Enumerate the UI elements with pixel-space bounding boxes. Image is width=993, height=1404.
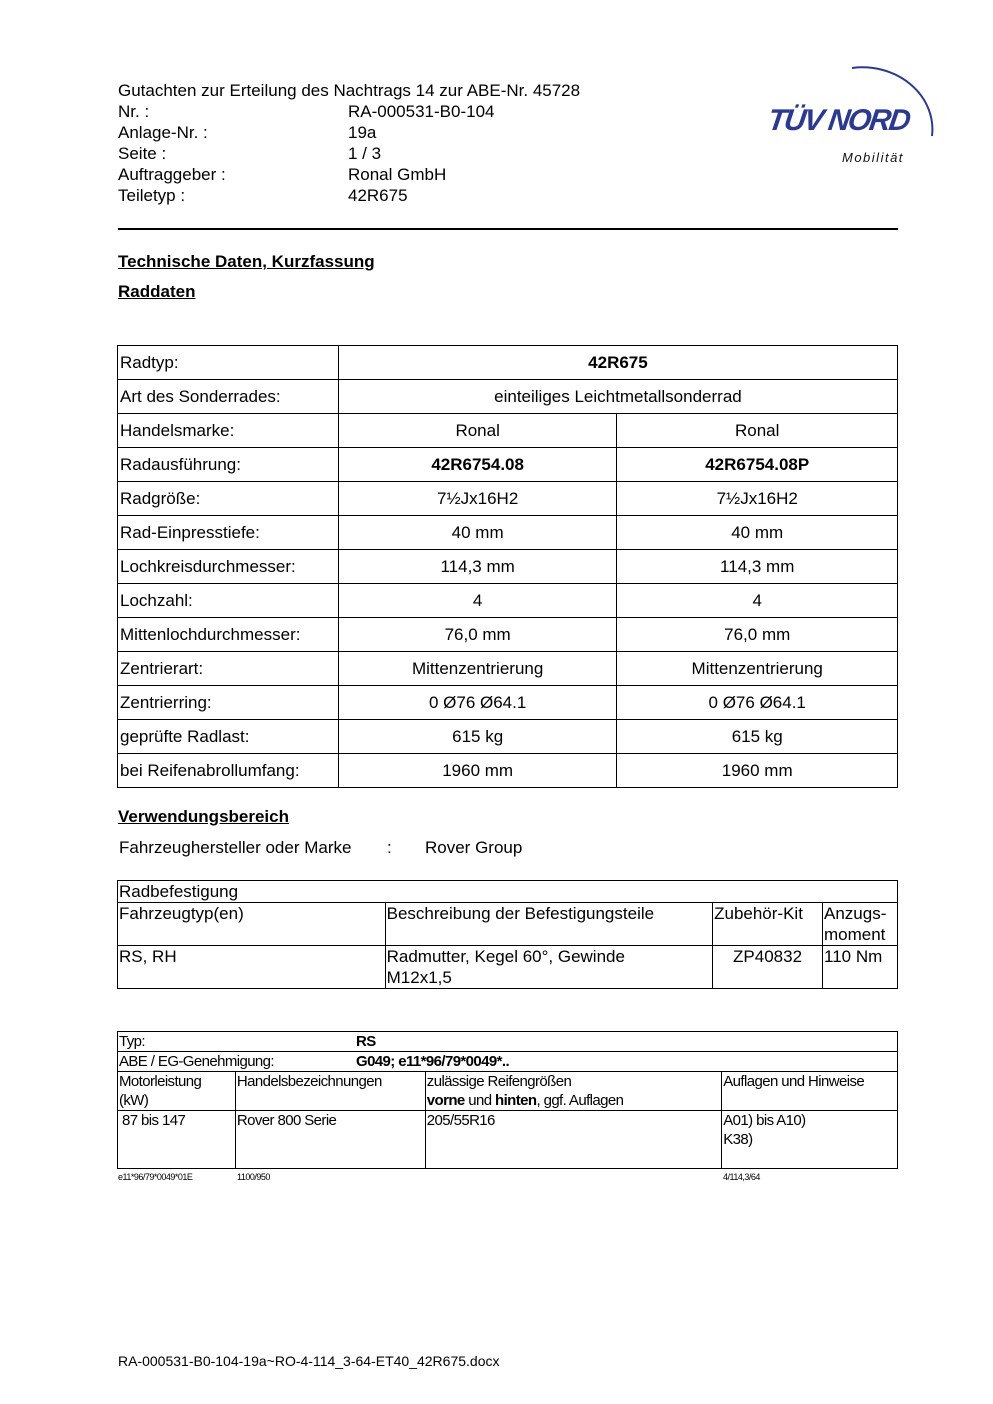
table-row <box>118 380 898 414</box>
cell-value: 615 kg <box>338 720 617 754</box>
header-value: 42R675 <box>348 186 408 205</box>
column-header: Zubehör-Kit <box>713 903 823 946</box>
row-label: Rad-Einpresstiefe: <box>118 516 339 550</box>
column-header <box>425 1072 721 1111</box>
row-label: Lochzahl: <box>118 584 339 618</box>
approval-row <box>118 1052 898 1072</box>
column-header-line: Motorleistung <box>119 1073 202 1090</box>
tuv-nord-logo <box>760 58 940 173</box>
notes <box>722 1111 898 1169</box>
row-label: Mittenlochdurchmesser: <box>118 618 339 652</box>
header-label: Anlage-Nr. : <box>118 123 208 142</box>
document-filename: RA-000531-B0-104-19a~RO-4-114_3-64-ET40_42R675.docx <box>118 1353 500 1369</box>
header-label: Nr. : <box>118 102 150 121</box>
row-label: Radgröße: <box>118 482 339 516</box>
header-label: Teiletyp : <box>118 186 186 205</box>
cell-value: 40 mm <box>617 516 898 550</box>
tightening-torque: 110 Nm <box>823 946 898 989</box>
column-header-line: zulässige Reifengrößen <box>426 1073 572 1090</box>
section-heading-raddaten: Raddaten <box>118 282 196 301</box>
table-row <box>118 1111 898 1169</box>
column-header: Handelsbezeichnungen <box>235 1072 425 1111</box>
usage-value: Rover Group <box>425 838 523 857</box>
column-header: Auflagen und Hinweise <box>722 1072 898 1111</box>
fastening-title: Radbefestigung <box>118 881 898 903</box>
usage-label: Fahrzeughersteller oder Marke <box>119 838 352 857</box>
wheel-data-table <box>117 345 898 788</box>
trade-names: Rover 800 Serie <box>235 1111 425 1169</box>
row-label: Zentrierart: <box>118 652 339 686</box>
column-header-line: Anzugs- <box>824 904 887 923</box>
table-row <box>118 346 898 380</box>
row-label: Art des Sonderrades: <box>118 380 339 414</box>
table-row <box>118 414 898 448</box>
accessory-kit: ZP40832 <box>713 946 823 989</box>
cell-value: 42R6754.08 <box>338 448 617 482</box>
row-label: Zentrierring: <box>118 686 339 720</box>
type-row <box>118 1032 898 1052</box>
description-line: Radmutter, Kegel 60°, Gewinde <box>386 947 625 966</box>
cell-value: 76,0 mm <box>338 618 617 652</box>
column-header: Fahrzeugtyp(en) <box>118 903 386 946</box>
table-row <box>118 584 898 618</box>
cell-value: 7½Jx16H2 <box>338 482 617 516</box>
table-row <box>118 448 898 482</box>
cell-value: 76,0 mm <box>617 618 898 652</box>
approval-label: ABE / EG-Genehmigung: <box>119 1053 274 1070</box>
wheel-kind-value: einteiliges Leichtmetallsonderrad <box>338 380 897 414</box>
cell-value: 1960 mm <box>338 754 617 788</box>
logo-wordmark: TÜV NORD <box>765 104 912 137</box>
notes-line: K38) <box>723 1131 753 1148</box>
row-label: Handelsmarke: <box>118 414 339 448</box>
cell-value: 114,3 mm <box>338 550 617 584</box>
section-heading-tech: Technische Daten, Kurzfassung <box>118 252 375 271</box>
row-label: Radausführung: <box>118 448 339 482</box>
cell-value: 114,3 mm <box>617 550 898 584</box>
row-label: Lochkreisdurchmesser: <box>118 550 339 584</box>
table-row <box>118 686 898 720</box>
column-header-line <box>427 1091 720 1110</box>
logo-subtitle: Mobilität <box>842 150 904 165</box>
column-header-line: (kW) <box>119 1092 149 1109</box>
header-value: 1 / 3 <box>348 144 382 163</box>
table-row <box>118 516 898 550</box>
cell-value: 0 Ø76 Ø64.1 <box>617 686 898 720</box>
cell-value: 7½Jx16H2 <box>617 482 898 516</box>
cell-value: 42R6754.08P <box>617 448 898 482</box>
vehicle-type-table <box>117 1031 898 1169</box>
footnote-approval: e11*96/79*0049*01E <box>118 1172 193 1182</box>
section-heading-usage: Verwendungsbereich <box>118 807 289 826</box>
table-row <box>118 652 898 686</box>
table-row <box>118 1032 898 1052</box>
row-label: bei Reifenabrollumfang: <box>118 754 339 788</box>
table-row <box>118 550 898 584</box>
table-row <box>118 881 898 903</box>
type-value: RS <box>356 1033 376 1050</box>
header-value: RA-000531-B0-104 <box>348 102 495 121</box>
cell-value: Ronal <box>617 414 898 448</box>
conjunction: und <box>464 1092 496 1109</box>
table-header-row <box>118 1072 898 1111</box>
vehicle-types: RS, RH <box>118 946 386 989</box>
table-row <box>118 1052 898 1072</box>
usage-separator: : <box>387 838 392 857</box>
description-line: M12x1,5 <box>386 968 452 987</box>
column-header: Beschreibung der Befestigungsteile <box>385 903 712 946</box>
cell-value: Ronal <box>338 414 617 448</box>
usage-manufacturer-line <box>119 838 522 858</box>
cell-value: Mittenzentrierung <box>338 652 617 686</box>
table-header-row <box>118 903 898 946</box>
fastening-description <box>385 946 712 989</box>
notes-line: A01) bis A10) <box>723 1112 806 1129</box>
cell-value: 4 <box>338 584 617 618</box>
header-label: Seite : <box>118 144 167 163</box>
header-divider <box>118 228 898 230</box>
fastening-table <box>117 880 898 989</box>
header-row-teiletyp <box>118 185 580 206</box>
cell-value: 0 Ø76 Ø64.1 <box>338 686 617 720</box>
header-row-nr <box>118 101 580 122</box>
document-title: Gutachten zur Erteilung des Nachtrags 14 zur ABE-Nr. 45728 <box>118 81 581 100</box>
cell-value: 1960 mm <box>617 754 898 788</box>
tyre-sizes: 205/55R16 <box>425 1111 721 1169</box>
table-row <box>118 482 898 516</box>
header-value: 19a <box>348 123 377 142</box>
cell-value: Mittenzentrierung <box>617 652 898 686</box>
table-row <box>118 720 898 754</box>
column-header <box>118 1072 236 1111</box>
type-label: Typ: <box>119 1033 145 1050</box>
header-label: Auftraggeber : <box>118 165 226 184</box>
row-label: geprüfte Radlast: <box>118 720 339 754</box>
header-value: Ronal GmbH <box>348 165 447 184</box>
header-row-auftraggeber <box>118 164 580 185</box>
rear-label: hinten <box>495 1092 537 1109</box>
engine-power: 87 bis 147 <box>118 1111 236 1169</box>
table-row <box>118 618 898 652</box>
row-label: Radtyp: <box>118 346 339 380</box>
table-row <box>118 946 898 989</box>
column-header <box>823 903 898 946</box>
header-row-seite <box>118 143 580 164</box>
cell-value: 615 kg <box>617 720 898 754</box>
header-row-anlage <box>118 122 580 143</box>
approval-value: G049; e11*96/79*0049*.. <box>356 1053 510 1070</box>
footnote-bolt-pattern: 4/114,3/64 <box>723 1172 760 1182</box>
cell-value: 4 <box>617 584 898 618</box>
wheel-type-value: 42R675 <box>338 346 897 380</box>
conditions-label: , ggf. Auflagen <box>536 1092 624 1109</box>
column-header-line: moment <box>824 925 886 944</box>
footnote-load: 1100/950 <box>237 1172 270 1182</box>
cell-value: 40 mm <box>338 516 617 550</box>
front-label: vorne <box>426 1092 465 1109</box>
table-row <box>118 754 898 788</box>
document-header <box>118 80 580 206</box>
